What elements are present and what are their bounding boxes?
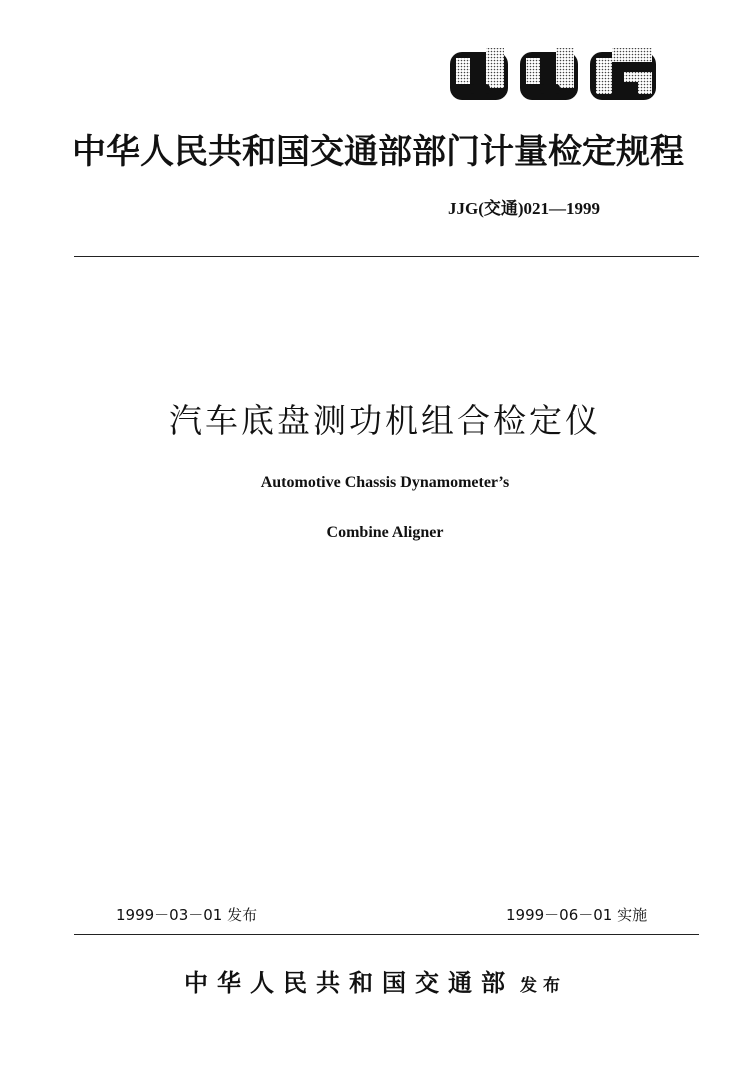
issue-date: 1999－03－01 发布 [116, 906, 258, 924]
regulation-title: 中华人民共和国交通部部门计量检定规程 [72, 132, 684, 172]
logo-text: JJG [448, 44, 450, 45]
bottom-divider [74, 934, 699, 935]
standard-code: JJG(交通)021—1999 [448, 199, 601, 218]
issuer-name: 中华人民共和国交通部 [184, 968, 514, 997]
document-title-english-line2: Combine Aligner [326, 524, 444, 541]
effective-date: 1999－06－01 实施 [506, 906, 648, 924]
logo-letter-j-2 [520, 48, 578, 100]
document-title-chinese: 汽车底盘测功机组合检定仪 [169, 401, 601, 440]
top-divider [74, 256, 699, 257]
logo-letter-g [590, 48, 656, 100]
issuer-block [184, 966, 566, 1004]
issuer-suffix: 发布 [520, 976, 566, 996]
logo-letter-j-1 [450, 48, 508, 100]
jjg-logo [448, 44, 660, 104]
document-title-english-line1: Automotive Chassis Dynamometer’s [260, 474, 510, 491]
jjg-logo-graphic [448, 44, 660, 104]
